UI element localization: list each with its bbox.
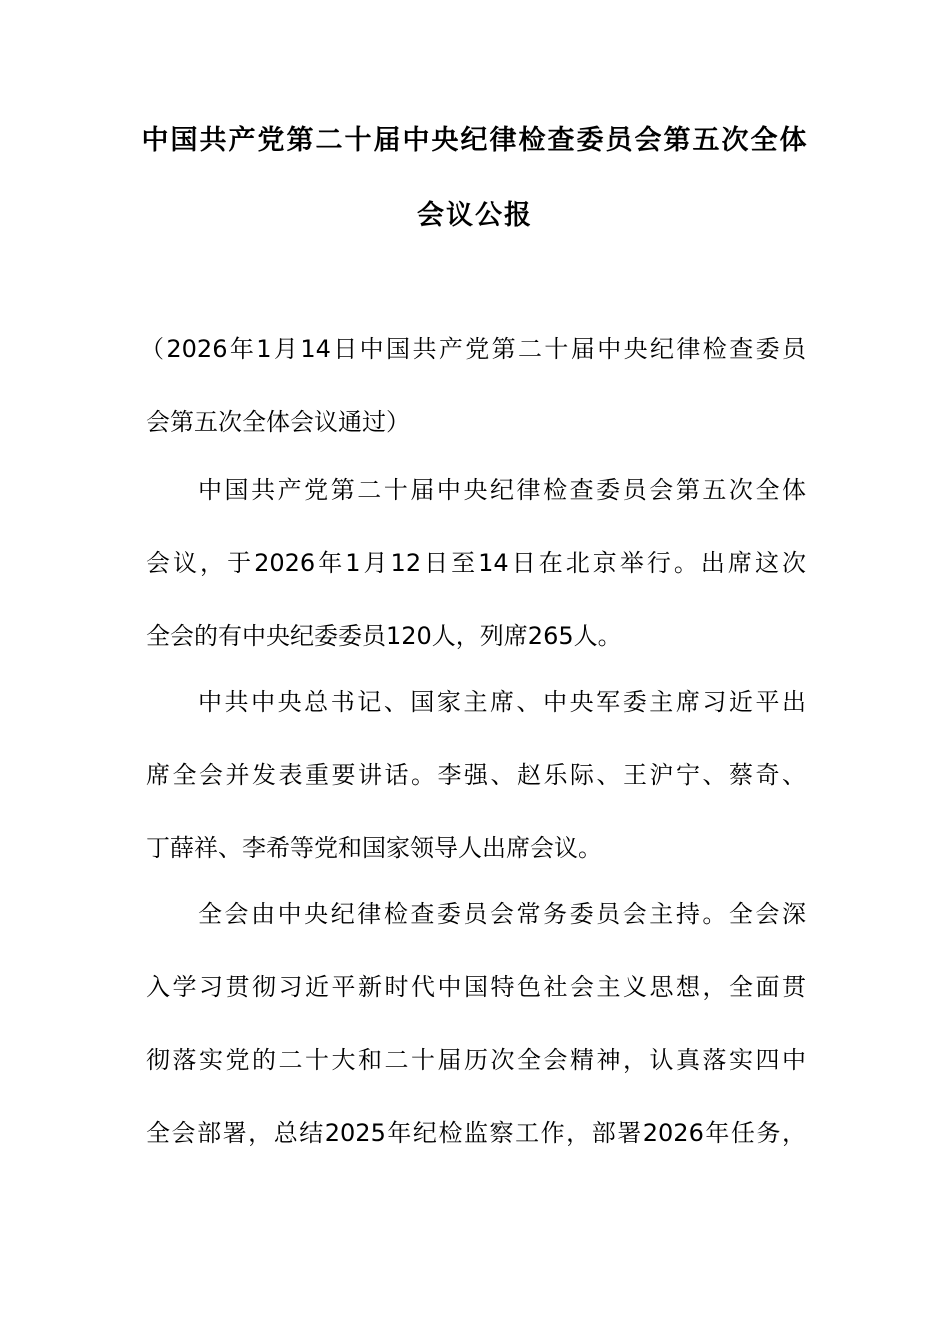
paragraph-2-line-3: 丁薛祥、李希等党和国家领导人出席会议。 (146, 834, 602, 862)
paragraph-1-line-2: 会议，于2026年1月12日至14日在北京举行。出席这次 (146, 549, 806, 577)
paragraph-3-line-3: 彻落实党的二十大和二十届历次全会精神，认真落实四中 (146, 1046, 806, 1074)
paragraph-1-line-1: 中国共产党第二十届中央纪律检查委员会第五次全体 (198, 476, 806, 504)
paragraph-2-line-2: 席全会并发表重要讲话。李强、赵乐际、王沪宁、蔡奇、 (146, 761, 806, 789)
paragraph-3-line-2: 入学习贯彻习近平新时代中国特色社会主义思想，全面贯 (146, 973, 806, 1001)
paragraph-1-line-3: 全会的有中央纪委委员120人，列席265人。 (146, 622, 622, 650)
document-title-line-1: 中国共产党第二十届中央纪律检查委员会第五次全体 (141, 125, 809, 156)
document-subtitle-line-2: 会第五次全体会议通过） (146, 408, 410, 436)
paragraph-2-line-1: 中共中央总书记、国家主席、中央军委主席习近平出 (198, 688, 806, 716)
paragraph-3-line-1: 全会由中央纪律检查委员会常务委员会主持。全会深 (198, 900, 806, 928)
document-title-line-2: 会议公报 (417, 200, 533, 231)
paragraph-3-line-4: 全会部署，总结2025年纪检监察工作，部署2026年任务， (146, 1119, 806, 1147)
document-subtitle-line-1: （2026年1月14日中国共产党第二十届中央纪律检查委员 (140, 335, 806, 363)
